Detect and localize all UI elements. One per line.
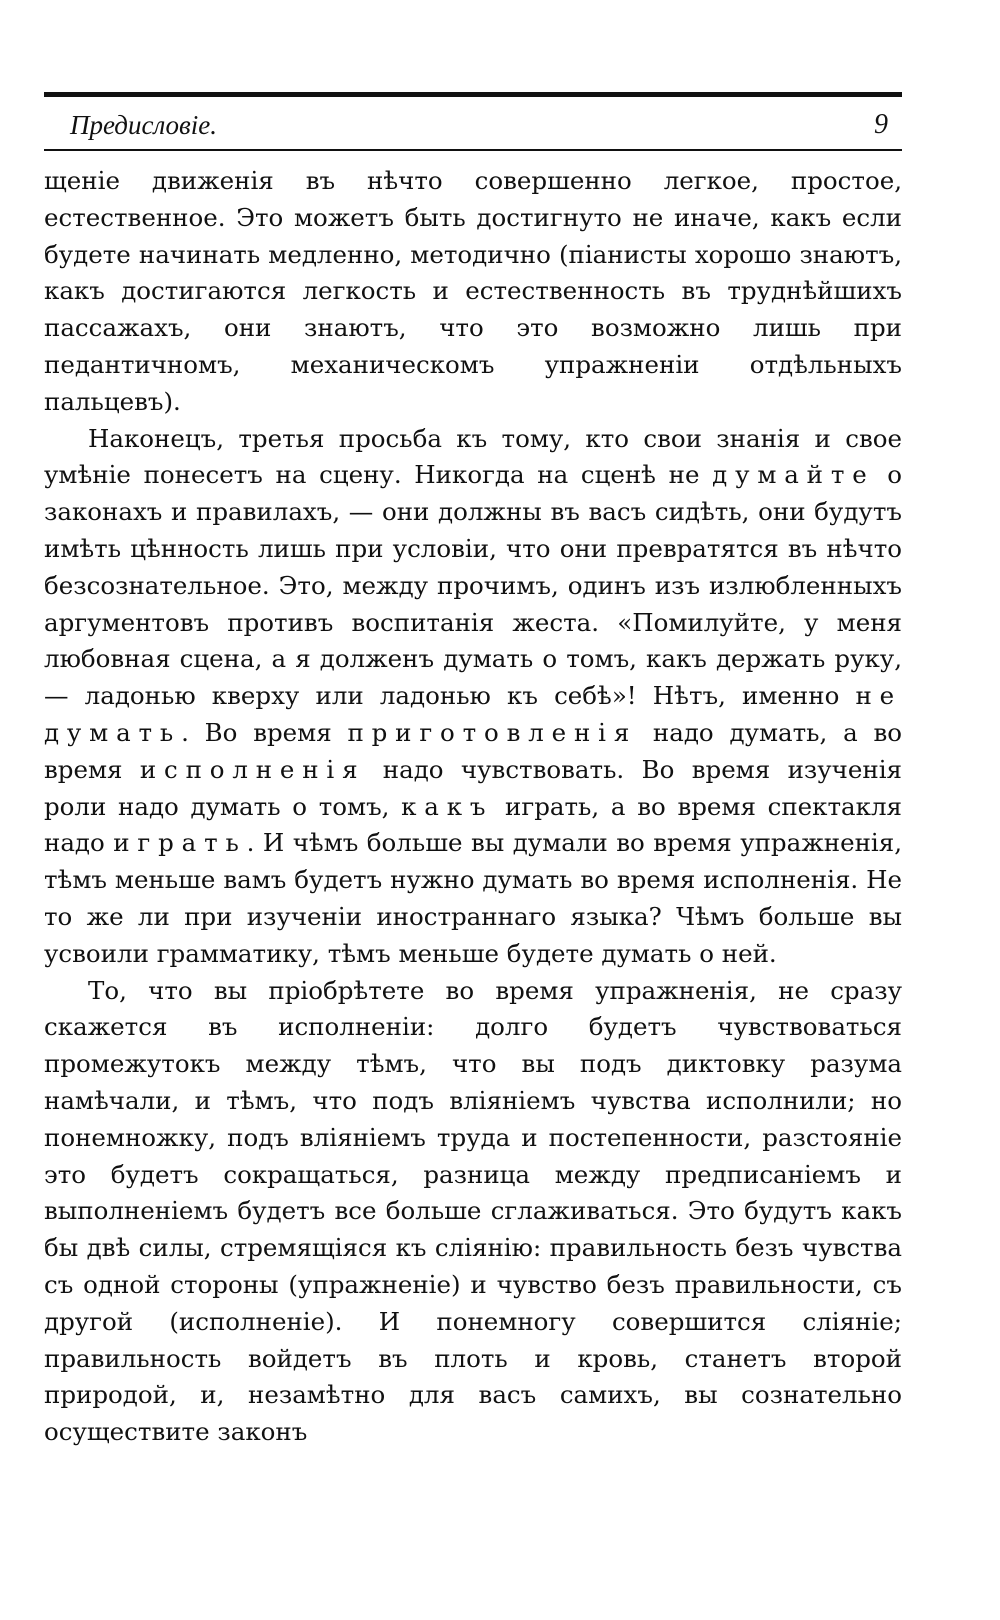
text-run: . И чѣмъ больше вы думали во время упражненія, тѣмъ меньше вамъ будетъ нужно думать во время исполненія. Не то же ли при изученіи иностраннаго языка? Чѣмъ больше вы усвоили грамматику, тѣмъ меньше будете думать о ней. bbox=[44, 828, 903, 968]
text-run: То, что вы пріобрѣтете во время упражненія, не сразу скажется въ исполненіи: долго будетъ чувствоваться промежутокъ между тѣмъ, что вы подъ диктовку разума намѣчали, и тѣмъ, что подъ вліяніемъ чувства исполнили; но понемножку, подъ вліяніемъ труда и постепенности, разстояніе это будетъ сокращаться, разница между предписаніемъ и выполненіемъ будетъ все больше сглаживаться. Это будутъ какъ бы двѣ силы, стремящіяся къ сліянію: правильность безъ чувства съ одной стороны (упражненіе) и чувство безъ правильности, съ другой (исполненіе). И понемногу совершится сліяніе; правильность войдетъ въ плоть и кровь, станетъ второй природой, и, незамѣтно для васъ самихъ, вы сознательно осуществите законъ bbox=[44, 975, 902, 1447]
emphasized-text: какъ bbox=[401, 791, 494, 821]
page-number: 9 bbox=[874, 109, 888, 140]
emphasized-text: исполненія bbox=[139, 754, 366, 784]
text-run: о законахъ и правилахъ, — они должны въ васъ сидѣть, они будутъ имѣть цѣнность лишь при условіи, что они превратятся въ нѣчто безсознательное. Это, между прочимъ, одинъ изъ излюбленныхъ аргументовъ противъ воспитанія жеста. «Помилуйте, у меня любовная сцена, а я долженъ думать о томъ, какъ держать руку, — ладонью кверху или ладонью къ себѣ»! Нѣтъ, именно bbox=[44, 460, 902, 711]
emphasized-text: играть bbox=[113, 828, 247, 858]
header-bottom-rule bbox=[44, 149, 902, 151]
paragraph bbox=[44, 973, 902, 1451]
emphasized-text: не думать bbox=[44, 681, 902, 747]
emphasized-text: думайте bbox=[712, 460, 875, 490]
text-run: Наконецъ, третья просьба къ тому, кто свои знанія и свое умѣніе понесетъ на сцену. Никогда на сценѣ не bbox=[44, 423, 902, 490]
text-run: . Во время bbox=[181, 717, 348, 747]
text-run: надо чувствовать. Во время изученія роли надо думать о томъ, bbox=[44, 754, 902, 821]
text-run: играть, а во время спектакля надо bbox=[44, 791, 902, 858]
text-run: щеніе движенія въ нѣчто совершенно легкое, простое, естественное. Это можетъ быть достигнуто не иначе, какъ если будете начинать медленно, методично (піанисты хорошо знаютъ, какъ достигаются легкость и естественность въ труднѣйшихъ пассажахъ, они знаютъ, что это возможно лишь при педантичномъ, механическомъ упражненіи отдѣльныхъ пальцевъ). bbox=[44, 166, 902, 416]
book-page bbox=[44, 92, 902, 1451]
body-text bbox=[44, 163, 902, 1451]
running-header bbox=[44, 111, 902, 141]
emphasized-text: приготовленія bbox=[347, 717, 638, 747]
paragraph bbox=[44, 421, 902, 973]
running-header-title: Предисловіе. bbox=[70, 110, 218, 140]
text-run: надо думать, а во время bbox=[44, 717, 902, 784]
header-top-rule bbox=[44, 92, 902, 97]
paragraph bbox=[44, 163, 902, 421]
